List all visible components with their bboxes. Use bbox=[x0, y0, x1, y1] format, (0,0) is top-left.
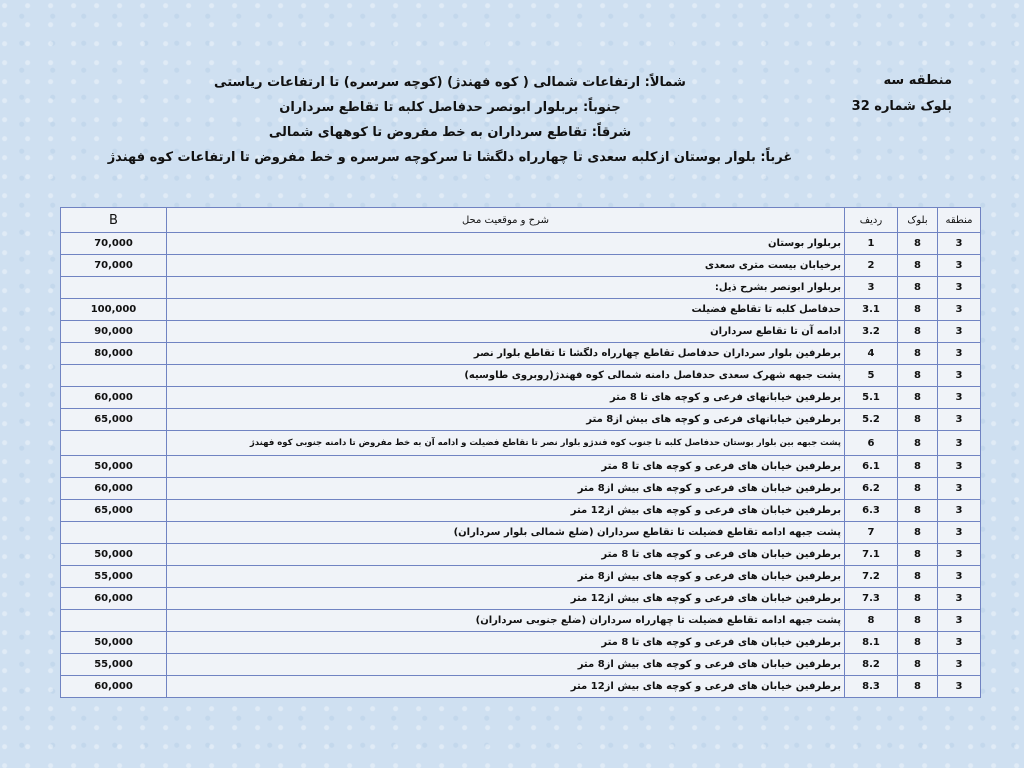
cell-row-number: 3 bbox=[845, 277, 898, 299]
cell-value: 55,000 bbox=[61, 654, 167, 676]
price-table bbox=[60, 207, 981, 698]
table-row bbox=[61, 544, 981, 566]
cell-value bbox=[61, 610, 167, 632]
cell-row-number: 8 bbox=[845, 610, 898, 632]
cell-description: پشت جبهه شهرک سعدی حدفاصل دامنه شمالی کوه فهندژ(روبروی طاوسیه) bbox=[167, 365, 845, 387]
cell-block: 8 bbox=[898, 299, 938, 321]
cell-block: 8 bbox=[898, 255, 938, 277]
cell-description: برخیابان بیست متری سعدی bbox=[167, 255, 845, 277]
table-row bbox=[61, 676, 981, 698]
table-row bbox=[61, 654, 981, 676]
cell-value bbox=[61, 277, 167, 299]
cell-region: 3 bbox=[938, 321, 981, 343]
cell-description: برطرفین خیابان های فرعی و کوچه های بیش از8 متر bbox=[167, 478, 845, 500]
cell-description: برطرفین خیابان های فرعی و کوچه های بیش از8 متر bbox=[167, 566, 845, 588]
cell-value: 60,000 bbox=[61, 387, 167, 409]
cell-description: ادامه آن تا تقاطع سرداران bbox=[167, 321, 845, 343]
cell-block: 8 bbox=[898, 456, 938, 478]
cell-description: برطرفین خیابان های فرعی و کوچه های تا 8 متر bbox=[167, 544, 845, 566]
cell-region: 3 bbox=[938, 566, 981, 588]
cell-region: 3 bbox=[938, 632, 981, 654]
cell-description: برطرفین خیابان های فرعی و کوچه های بیش از8 متر bbox=[167, 654, 845, 676]
cell-value: 50,000 bbox=[61, 632, 167, 654]
cell-row-number: 6.3 bbox=[845, 500, 898, 522]
cell-description: بربلوار ابونصر بشرح ذیل: bbox=[167, 277, 845, 299]
cell-description: پشت جبهه بین بلوار بوستان حدفاصل کلبه تا جنوب کوه فندژو بلوار نصر تا تقاطع فضیلت و ادامه آن به خط مفروض تا دامنه جنوبی کوه فهندژ bbox=[167, 431, 845, 456]
cell-description: بربلوار بوستان bbox=[167, 233, 845, 255]
cell-region: 3 bbox=[938, 343, 981, 365]
boundaries-description bbox=[100, 70, 800, 170]
cell-block: 8 bbox=[898, 676, 938, 698]
cell-description: برطرفین بلوار سرداران حدفاصل تقاطع چهارراه دلگشا تا تقاطع بلوار نصر bbox=[167, 343, 845, 365]
cell-region: 3 bbox=[938, 387, 981, 409]
cell-block: 8 bbox=[898, 431, 938, 456]
cell-value: 50,000 bbox=[61, 544, 167, 566]
table-row bbox=[61, 409, 981, 431]
cell-region: 3 bbox=[938, 676, 981, 698]
cell-region: 3 bbox=[938, 522, 981, 544]
cell-region: 3 bbox=[938, 277, 981, 299]
boundary-east: شرقاً: تقاطع سرداران به خط مفروض تا کوههای شمالی bbox=[268, 125, 632, 140]
region-title: منطقه سه bbox=[883, 73, 952, 88]
table-row bbox=[61, 431, 981, 456]
cell-row-number: 6 bbox=[845, 431, 898, 456]
cell-value: 50,000 bbox=[61, 456, 167, 478]
cell-region: 3 bbox=[938, 610, 981, 632]
cell-region: 3 bbox=[938, 299, 981, 321]
cell-row-number: 4 bbox=[845, 343, 898, 365]
table-row bbox=[61, 456, 981, 478]
table-row bbox=[61, 387, 981, 409]
cell-row-number: 7.2 bbox=[845, 566, 898, 588]
cell-block: 8 bbox=[898, 522, 938, 544]
cell-region: 3 bbox=[938, 500, 981, 522]
cell-region: 3 bbox=[938, 409, 981, 431]
cell-region: 3 bbox=[938, 654, 981, 676]
cell-block: 8 bbox=[898, 343, 938, 365]
cell-value: 80,000 bbox=[61, 343, 167, 365]
cell-row-number: 7.1 bbox=[845, 544, 898, 566]
cell-row-number: 6.1 bbox=[845, 456, 898, 478]
cell-region: 3 bbox=[938, 456, 981, 478]
cell-region: 3 bbox=[938, 588, 981, 610]
boundary-north: شمالاً: ارتفاعات شمالی ( کوه فهندژ) (کوچه سرسره) تا ارتفاعات ریاستی bbox=[214, 75, 686, 90]
cell-description: حدفاصل کلبه تا تقاطع فضیلت bbox=[167, 299, 845, 321]
cell-value: 60,000 bbox=[61, 478, 167, 500]
cell-block: 8 bbox=[898, 365, 938, 387]
cell-block: 8 bbox=[898, 500, 938, 522]
table-row bbox=[61, 255, 981, 277]
table-row bbox=[61, 566, 981, 588]
cell-block: 8 bbox=[898, 233, 938, 255]
cell-row-number: 6.2 bbox=[845, 478, 898, 500]
cell-value: 70,000 bbox=[61, 255, 167, 277]
cell-row-number: 5 bbox=[845, 365, 898, 387]
table-row bbox=[61, 343, 981, 365]
cell-value bbox=[61, 522, 167, 544]
header-block: بلوک bbox=[898, 208, 938, 233]
cell-region: 3 bbox=[938, 431, 981, 456]
cell-region: 3 bbox=[938, 255, 981, 277]
boundary-west: غرباً: بلوار بوستان ازکلبه سعدی تا چهارراه دلگشا تا سرکوچه سرسره و خط مفروض تا ارتفاعات کوه فهندژ bbox=[107, 150, 793, 165]
header-description: شرح و موقعیت محل bbox=[167, 208, 845, 233]
table-header-row bbox=[61, 208, 981, 233]
table-row bbox=[61, 478, 981, 500]
cell-block: 8 bbox=[898, 654, 938, 676]
table-row bbox=[61, 500, 981, 522]
cell-row-number: 5.2 bbox=[845, 409, 898, 431]
cell-block: 8 bbox=[898, 409, 938, 431]
cell-description: برطرفین خیابانهای فرعی و کوچه های بیش از8 متر bbox=[167, 409, 845, 431]
header-region: منطقه bbox=[938, 208, 981, 233]
cell-description: برطرفین خیابان های فرعی و کوچه های بیش از12 متر bbox=[167, 676, 845, 698]
cell-block: 8 bbox=[898, 277, 938, 299]
cell-region: 3 bbox=[938, 478, 981, 500]
block-title: بلوک شماره 32 bbox=[851, 99, 952, 114]
cell-row-number: 2 bbox=[845, 255, 898, 277]
cell-value: 65,000 bbox=[61, 500, 167, 522]
cell-region: 3 bbox=[938, 365, 981, 387]
cell-row-number: 1 bbox=[845, 233, 898, 255]
cell-description: برطرفین خیابانهای فرعی و کوچه های تا 8 متر bbox=[167, 387, 845, 409]
cell-value: 90,000 bbox=[61, 321, 167, 343]
cell-row-number: 7 bbox=[845, 522, 898, 544]
cell-block: 8 bbox=[898, 321, 938, 343]
cell-description: برطرفین خیابان های فرعی و کوچه های تا 8 متر bbox=[167, 632, 845, 654]
table-row bbox=[61, 233, 981, 255]
table-row bbox=[61, 522, 981, 544]
table-row bbox=[61, 610, 981, 632]
cell-description: برطرفین خیابان های فرعی و کوچه های تا 8 متر bbox=[167, 456, 845, 478]
header-value: B bbox=[61, 208, 167, 233]
table-row bbox=[61, 277, 981, 299]
cell-description: پشت جبهه ادامه تقاطع فضیلت تا چهارراه سرداران (ضلع جنوبی سرداران) bbox=[167, 610, 845, 632]
table-row bbox=[61, 299, 981, 321]
cell-block: 8 bbox=[898, 632, 938, 654]
table-row bbox=[61, 588, 981, 610]
cell-value: 55,000 bbox=[61, 566, 167, 588]
cell-block: 8 bbox=[898, 544, 938, 566]
cell-row-number: 7.3 bbox=[845, 588, 898, 610]
boundary-south: جنوباً: بربلوار ابونصر حدفاصل کلبه تا تقاطع سرداران bbox=[279, 100, 621, 115]
cell-row-number: 3.1 bbox=[845, 299, 898, 321]
cell-value bbox=[61, 365, 167, 387]
cell-region: 3 bbox=[938, 544, 981, 566]
cell-description: پشت جبهه ادامه تقاطع فضیلت تا تقاطع سرداران (ضلع شمالی بلوار سرداران) bbox=[167, 522, 845, 544]
cell-description: برطرفین خیابان های فرعی و کوچه های بیش از12 متر bbox=[167, 588, 845, 610]
cell-row-number: 5.1 bbox=[845, 387, 898, 409]
cell-row-number: 3.2 bbox=[845, 321, 898, 343]
table-row bbox=[61, 632, 981, 654]
table-row bbox=[61, 365, 981, 387]
cell-value: 60,000 bbox=[61, 676, 167, 698]
cell-value: 100,000 bbox=[61, 299, 167, 321]
cell-block: 8 bbox=[898, 387, 938, 409]
cell-block: 8 bbox=[898, 478, 938, 500]
cell-row-number: 8.2 bbox=[845, 654, 898, 676]
table-row bbox=[61, 321, 981, 343]
cell-block: 8 bbox=[898, 610, 938, 632]
cell-block: 8 bbox=[898, 566, 938, 588]
header-row-number: ردیف bbox=[845, 208, 898, 233]
cell-value: 60,000 bbox=[61, 588, 167, 610]
cell-block: 8 bbox=[898, 588, 938, 610]
cell-value: 70,000 bbox=[61, 233, 167, 255]
cell-description: برطرفین خیابان های فرعی و کوچه های بیش از12 متر bbox=[167, 500, 845, 522]
cell-region: 3 bbox=[938, 233, 981, 255]
cell-row-number: 8.1 bbox=[845, 632, 898, 654]
cell-value: 65,000 bbox=[61, 409, 167, 431]
cell-row-number: 8.3 bbox=[845, 676, 898, 698]
region-block-heading bbox=[852, 68, 952, 120]
cell-value bbox=[61, 431, 167, 456]
